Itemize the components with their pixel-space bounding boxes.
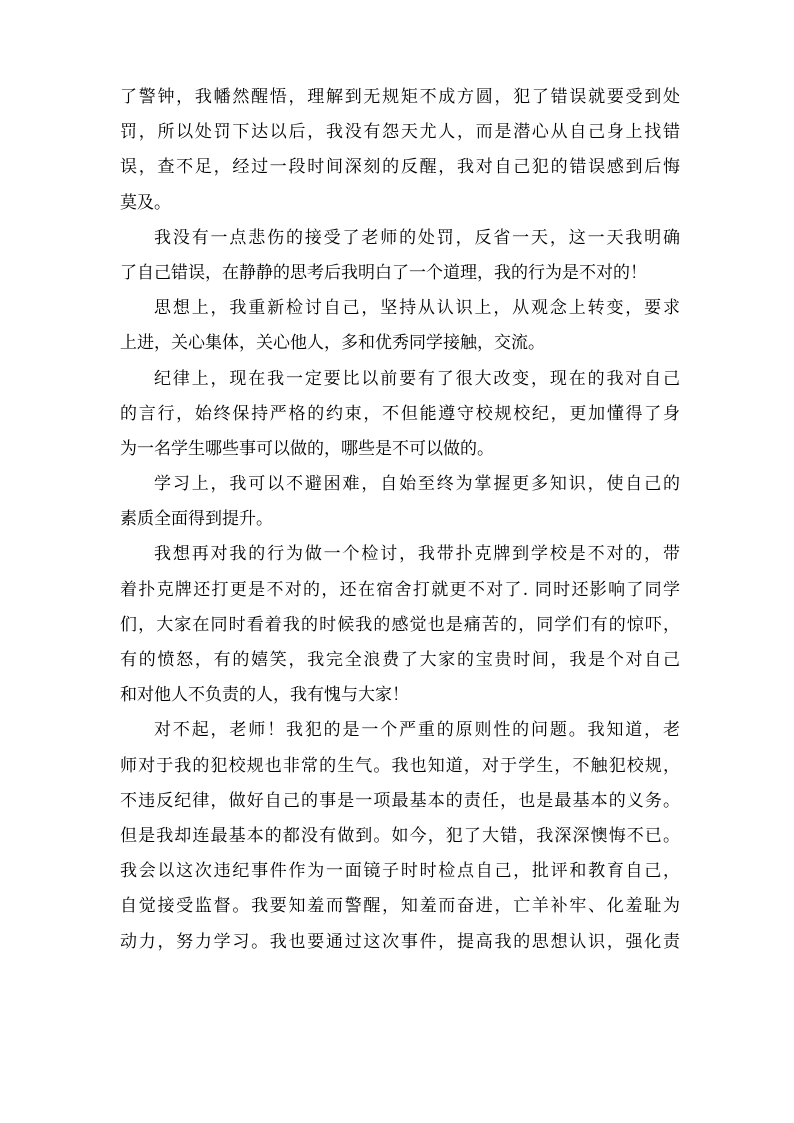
text-line: 我会以这次违纪事件作为一面镜子时时检点自己，批评和教育自己， xyxy=(120,861,680,882)
text-line: 学习上，我可以不避困难，自始至终为掌握更多知识，使自己的 xyxy=(154,474,680,495)
text-line: 上进，关心集体，关心他人，多和优秀同学接触，交流。 xyxy=(120,333,545,354)
text-line: 和对他人不负责的人，我有愧与大家！ xyxy=(120,685,409,706)
text-line: 了自己错误，在静静的思考后我明白了一个道理，我的行为是不对的！ xyxy=(120,262,647,283)
text-line: 为一名学生哪些事可以做的，哪些是不可以做的。 xyxy=(120,438,494,459)
text-line: 罚，所以处罚下达以后，我没有怨天尤人，而是潜心从自己身上找错 xyxy=(120,122,680,143)
text-line: 了警钟，我幡然醒悟，理解到无规矩不成方圆，犯了错误就要受到处 xyxy=(120,87,680,107)
text-line: 对不起，老师！我犯的是一个严重的原则性的问题。我知道，老 xyxy=(154,720,680,741)
text-line: 思想上，我重新检讨自己，坚持从认识上，从观念上转变，要求 xyxy=(154,298,680,319)
text-line: 动力，努力学习。我也要通过这次事件，提高我的思想认识，强化责 xyxy=(120,931,680,952)
text-line: 素质全面得到提升。 xyxy=(120,509,273,530)
text-line: 但是我却连最基本的都没有做到。如今，犯了大错，我深深懊悔不已。 xyxy=(120,825,680,846)
text-line: 不违反纪律，做好自己的事是一项最基本的责任，也是最基本的义务。 xyxy=(120,790,680,811)
text-line: 我没有一点悲伤的接受了老师的处罚，反省一天，这一天我明确 xyxy=(154,227,680,248)
document-body xyxy=(120,80,680,960)
text-line: 我想再对我的行为做一个检讨，我带扑克牌到学校是不对的，带 xyxy=(154,544,680,565)
text-line: 有的愤怒，有的嬉笑，我完全浪费了大家的宝贵时间，我是个对自己 xyxy=(120,650,680,670)
text-line: 莫及。 xyxy=(120,192,171,213)
text-line: 师对于我的犯校规也非常的生气。我也知道，对于学生，不触犯校规， xyxy=(120,755,680,776)
text-line: 们，大家在同时看着我的时候我的感觉也是痛苦的，同学们有的惊吓， xyxy=(120,614,680,635)
text-line: 的言行，始终保持严格的约束，不但能遵守校规校纪，更加懂得了身 xyxy=(120,403,680,424)
text-line: 着扑克牌还打更是不对的，还在宿舍打就更不对了. 同时还影响了同学 xyxy=(120,579,680,600)
text-line: 自觉接受监督。我要知羞而警醒，知羞而奋进，亡羊补牢、化羞耻为 xyxy=(120,896,680,917)
text-line: 纪律上，现在我一定要比以前要有了很大改变，现在的我对自己 xyxy=(154,368,680,389)
text-line: 误，查不足，经过一段时间深刻的反醒，我对自己犯的错误感到后悔 xyxy=(120,157,680,178)
